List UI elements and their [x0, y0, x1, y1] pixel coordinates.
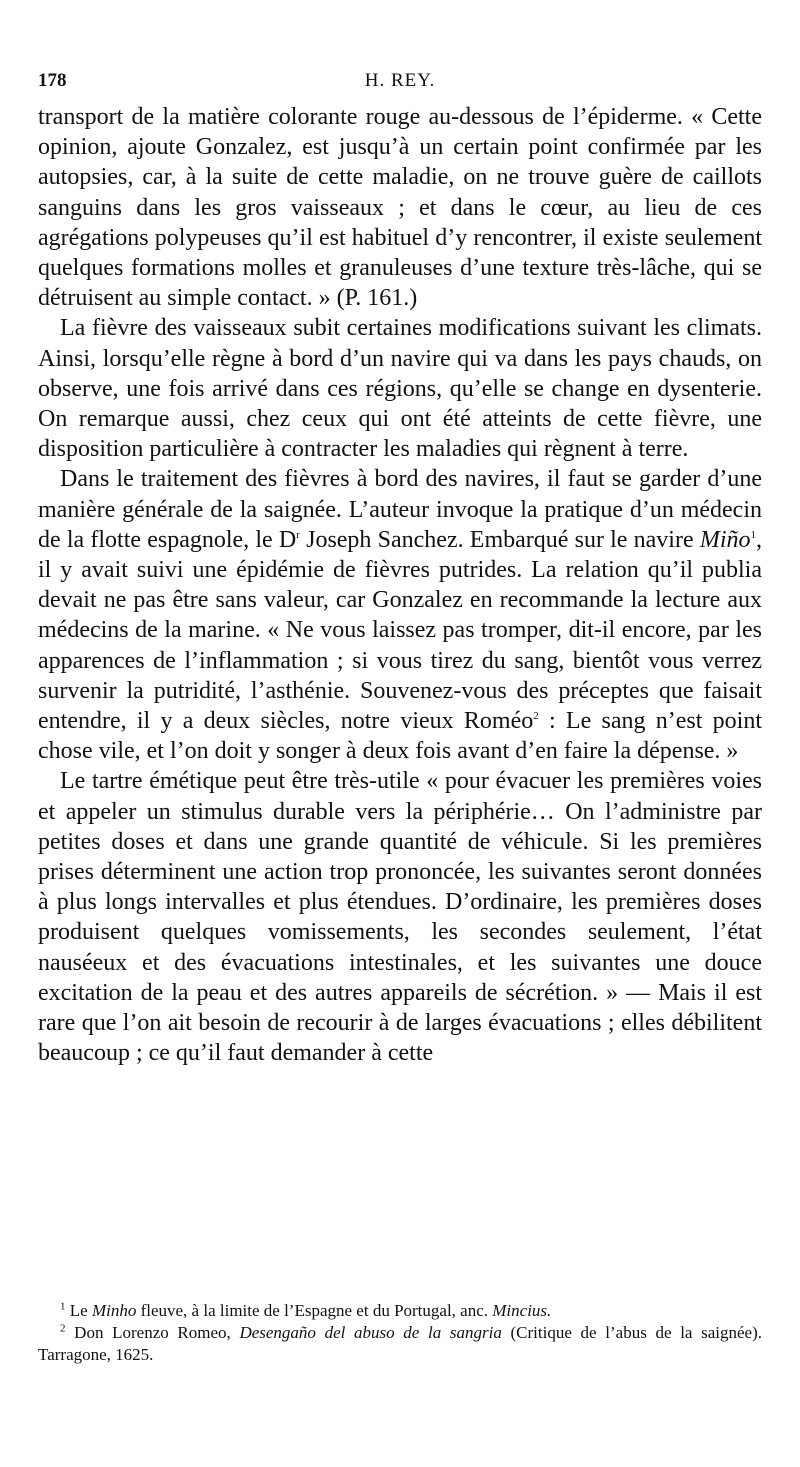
paragraph — [38, 102, 762, 313]
text-run: (Critique de l’abus de la saignée). Tarragone, 1625. — [38, 1323, 763, 1364]
paragraph — [38, 313, 762, 464]
text-run: Le — [65, 1301, 92, 1320]
page-header — [38, 64, 762, 94]
footnote — [38, 1322, 762, 1366]
text-run: La fièvre des vaisseaux subit certaines modifications suivant les climats. Ainsi, lorsqu’elle règne à bord d’un navire qui va dans les pays chauds, on observe, une fois arrivé dans ces régions, qu’elle se change en dysenterie. On remarque aussi, chez ceux qui ont été atteints de cette fièvre, une disposition particulière à contracter les maladies qui règnent à terre. — [38, 315, 762, 463]
footnote — [38, 1300, 762, 1322]
italic-text: Miño — [699, 526, 751, 553]
italic-text: Desengaño del abuso de la sangria — [239, 1323, 502, 1342]
italic-text: Minho — [91, 1301, 137, 1320]
text-run: , il y avait suivi une épidémie de fièvres putrides. La relation qu’il publia devait ne pas être sans valeur, car Gonzalez en recommande la lecture aux médecins de la marine. « Ne vous laissez pas tromper, dit-il encore, par les apparences de l’inflammation ; si vous tirez du sang, bientôt vous verrez survenir la putridité, l’asthénie. Souvenez-vous des préceptes que faisait entendre, il y a deux siècles, notre vieux Roméo — [38, 526, 762, 735]
note-reference: r — [296, 528, 300, 541]
running-head: H. REY. — [364, 70, 436, 91]
paragraph — [38, 766, 762, 1068]
text-run: : Le sang n’est point chose vile, et l’on doit y songer à deux fois avant d’en faire la dépense. » — [38, 708, 762, 765]
text-run: Le tartre émétique peut être très-utile « pour évacuer les premières voies et appeler un stimulus durable vers la périphérie… On l’administre par petites doses et dans une grande quantité de véhicule. Si les premières prises déterminent une action trop prononcée, les suivantes seront données à plus longs intervalles et plus étendues. D’ordinaire, les premières doses produisent quelques vomissements, les secondes seulement, l’état nauséeux et des évacuations intestinales, et les suivantes une douce excitation de la peau et des autres appareils de sécrétion. » — Mais il est rare que l’on ait besoin de recourir à de larges évacuations ; elles débilitent beaucoup ; ce qu’il faut demander à cette — [38, 768, 762, 1067]
text-run: transport de la matière colorante rouge au-dessous de l’épiderme. « Cette opinion, ajoute Gonzalez, est jusqu’à un certain point confirmée par les autopsies, car, à la suite de cette maladie, on ne trouve guère de caillots sanguins dans les gros vaisseaux ; et dans le cœur, au lieu de ces agrégations polypeuses qu’il est habituel d’y rencontrer, il existe seulement quelques formations molles et granuleuses d’une texture très-lâche, qui se détruisent au simple contact. » (P. 161.) — [38, 104, 762, 312]
note-reference: 1 — [60, 1300, 66, 1313]
text-run: Don Lorenzo Romeo, — [65, 1323, 240, 1342]
footnotes — [38, 1300, 762, 1366]
note-reference: 2 — [60, 1322, 66, 1335]
note-reference: 2 — [533, 710, 539, 723]
text-run: Dans le traitement des fièvres à bord des navires, il faut se garder d’une manière générale de la saignée. L’auteur invoque la pratique d’un médecin de la flotte espagnole, le D — [38, 466, 762, 553]
page-number: 178 — [38, 70, 67, 91]
note-reference: 1 — [750, 528, 756, 541]
text-run: fleuve, à la limite de l’Espagne et du Portugal, anc. — [136, 1301, 493, 1320]
paragraph — [38, 464, 762, 766]
italic-text: Mincius. — [492, 1301, 552, 1320]
body-text — [38, 102, 762, 1069]
text-run: Joseph Sanchez. Embarqué sur le navire — [299, 526, 700, 553]
